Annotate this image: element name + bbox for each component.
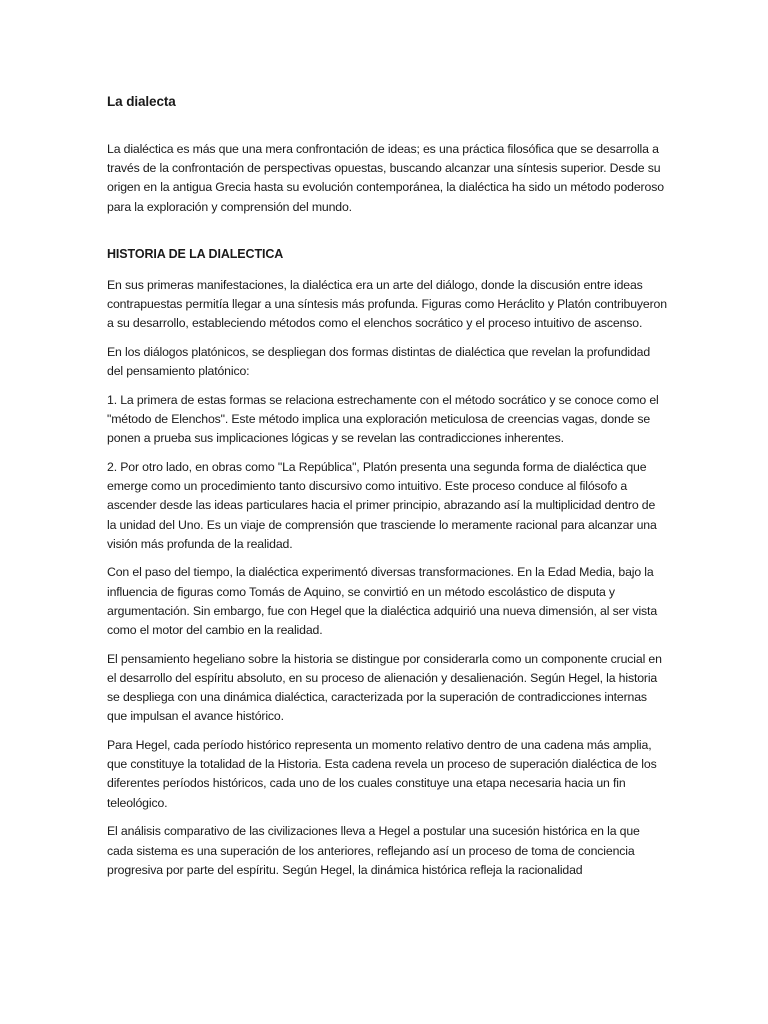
paragraph-elenchos-method: 1. La primera de estas formas se relaciona estrechamente con el método socrático y se conoce como el "método de Elenchos". Este método implica una exploración meticulosa de creencias vagas, donde se ponen a prueba sus implicaciones lógicas y se revelan las contradicciones inherentes. xyxy=(107,392,659,446)
document-title: La dialecta xyxy=(107,94,176,109)
paragraph-platonic-dialogues: En los diálogos platónicos, se despliegan dos formas distintas de dialéctica que revelan la profundidad del pensamiento platónico: xyxy=(107,344,651,379)
paragraph-hegelian-history: El pensamiento hegeliano sobre la historia se distingue por considerarla como un componente crucial en el desarrollo del espíritu absoluto, en su proceso de alienación y desalienación. Según Hegel, la historia se despliega con una dinámica dialéctica, caracterizada por la superación de contradicciones internas que impulsan el avance histórico. xyxy=(107,651,662,724)
paragraph-medieval-hegel: Con el paso del tiempo, la dialéctica experimentó diversas transformaciones. En la Edad Media, bajo la influencia de figuras como Tomás de Aquino, se convirtió en un método escolástico de disputa y argumentación. Sin embargo, fue con Hegel que la dialéctica adquirió una nueva dimensión, al ser vista como el motor del cambio en la realidad. xyxy=(107,565,658,638)
paragraph-historical-periods: Para Hegel, cada período histórico representa un momento relativo dentro de una cadena más amplia, que constituye la totalidad de la Historia. Esta cadena revela un proceso de superación dialéctica de los diferentes períodos históricos, cada uno de los cuales constituye una etapa necesaria hacia un fin teleológico. xyxy=(107,738,657,810)
paragraph-civilizations: El análisis comparativo de las civilizaciones lleva a Hegel a postular una sucesión histórica en la que cada sistema es una superación de los anteriores, reflejando así un proceso de toma de conciencia progresiva por parte del espíritu. Según Hegel, la dinámica histórica refleja la racionalidad xyxy=(107,824,640,877)
section-heading: HISTORIA DE LA DIALECTICA xyxy=(107,246,284,261)
intro-paragraph: La dialéctica es más que una mera confrontación de ideas; es una práctica filosófica que se desarrolla a través de la confrontación de perspectivas opuestas, buscando alcanzar una síntesis superior. Desde su origen en la antigua Grecia hasta su evolución contemporánea, la dialéctica ha sido un método poderoso para la exploración y comprensión del mundo. xyxy=(107,142,664,214)
paragraph-early-dialectic: En sus primeras manifestaciones, la dialéctica era un arte del diálogo, donde la discusión entre ideas contrapuestas permitía llegar a una síntesis más profunda. Figuras como Heráclito y Platón contribuyeron a su desarrollo, estableciendo métodos como el elenchos socrático y el proceso intuitivo de ascenso. xyxy=(107,277,667,331)
paragraph-republic-method: 2. Por otro lado, en obras como "La República", Platón presenta una segunda forma de dialéctica que emerge como un procedimiento tanto discursivo como intuitivo. Este proceso conduce al filósofo a ascender desde las ideas particulares hacia el primer principio, abrazando así la multiplicidad dentro de la unidad del Uno. Es un viaje de comprensión que trasciende lo meramente racional para alcanzar una visión más profunda de la realidad. xyxy=(107,459,657,551)
document-body xyxy=(107,92,667,890)
